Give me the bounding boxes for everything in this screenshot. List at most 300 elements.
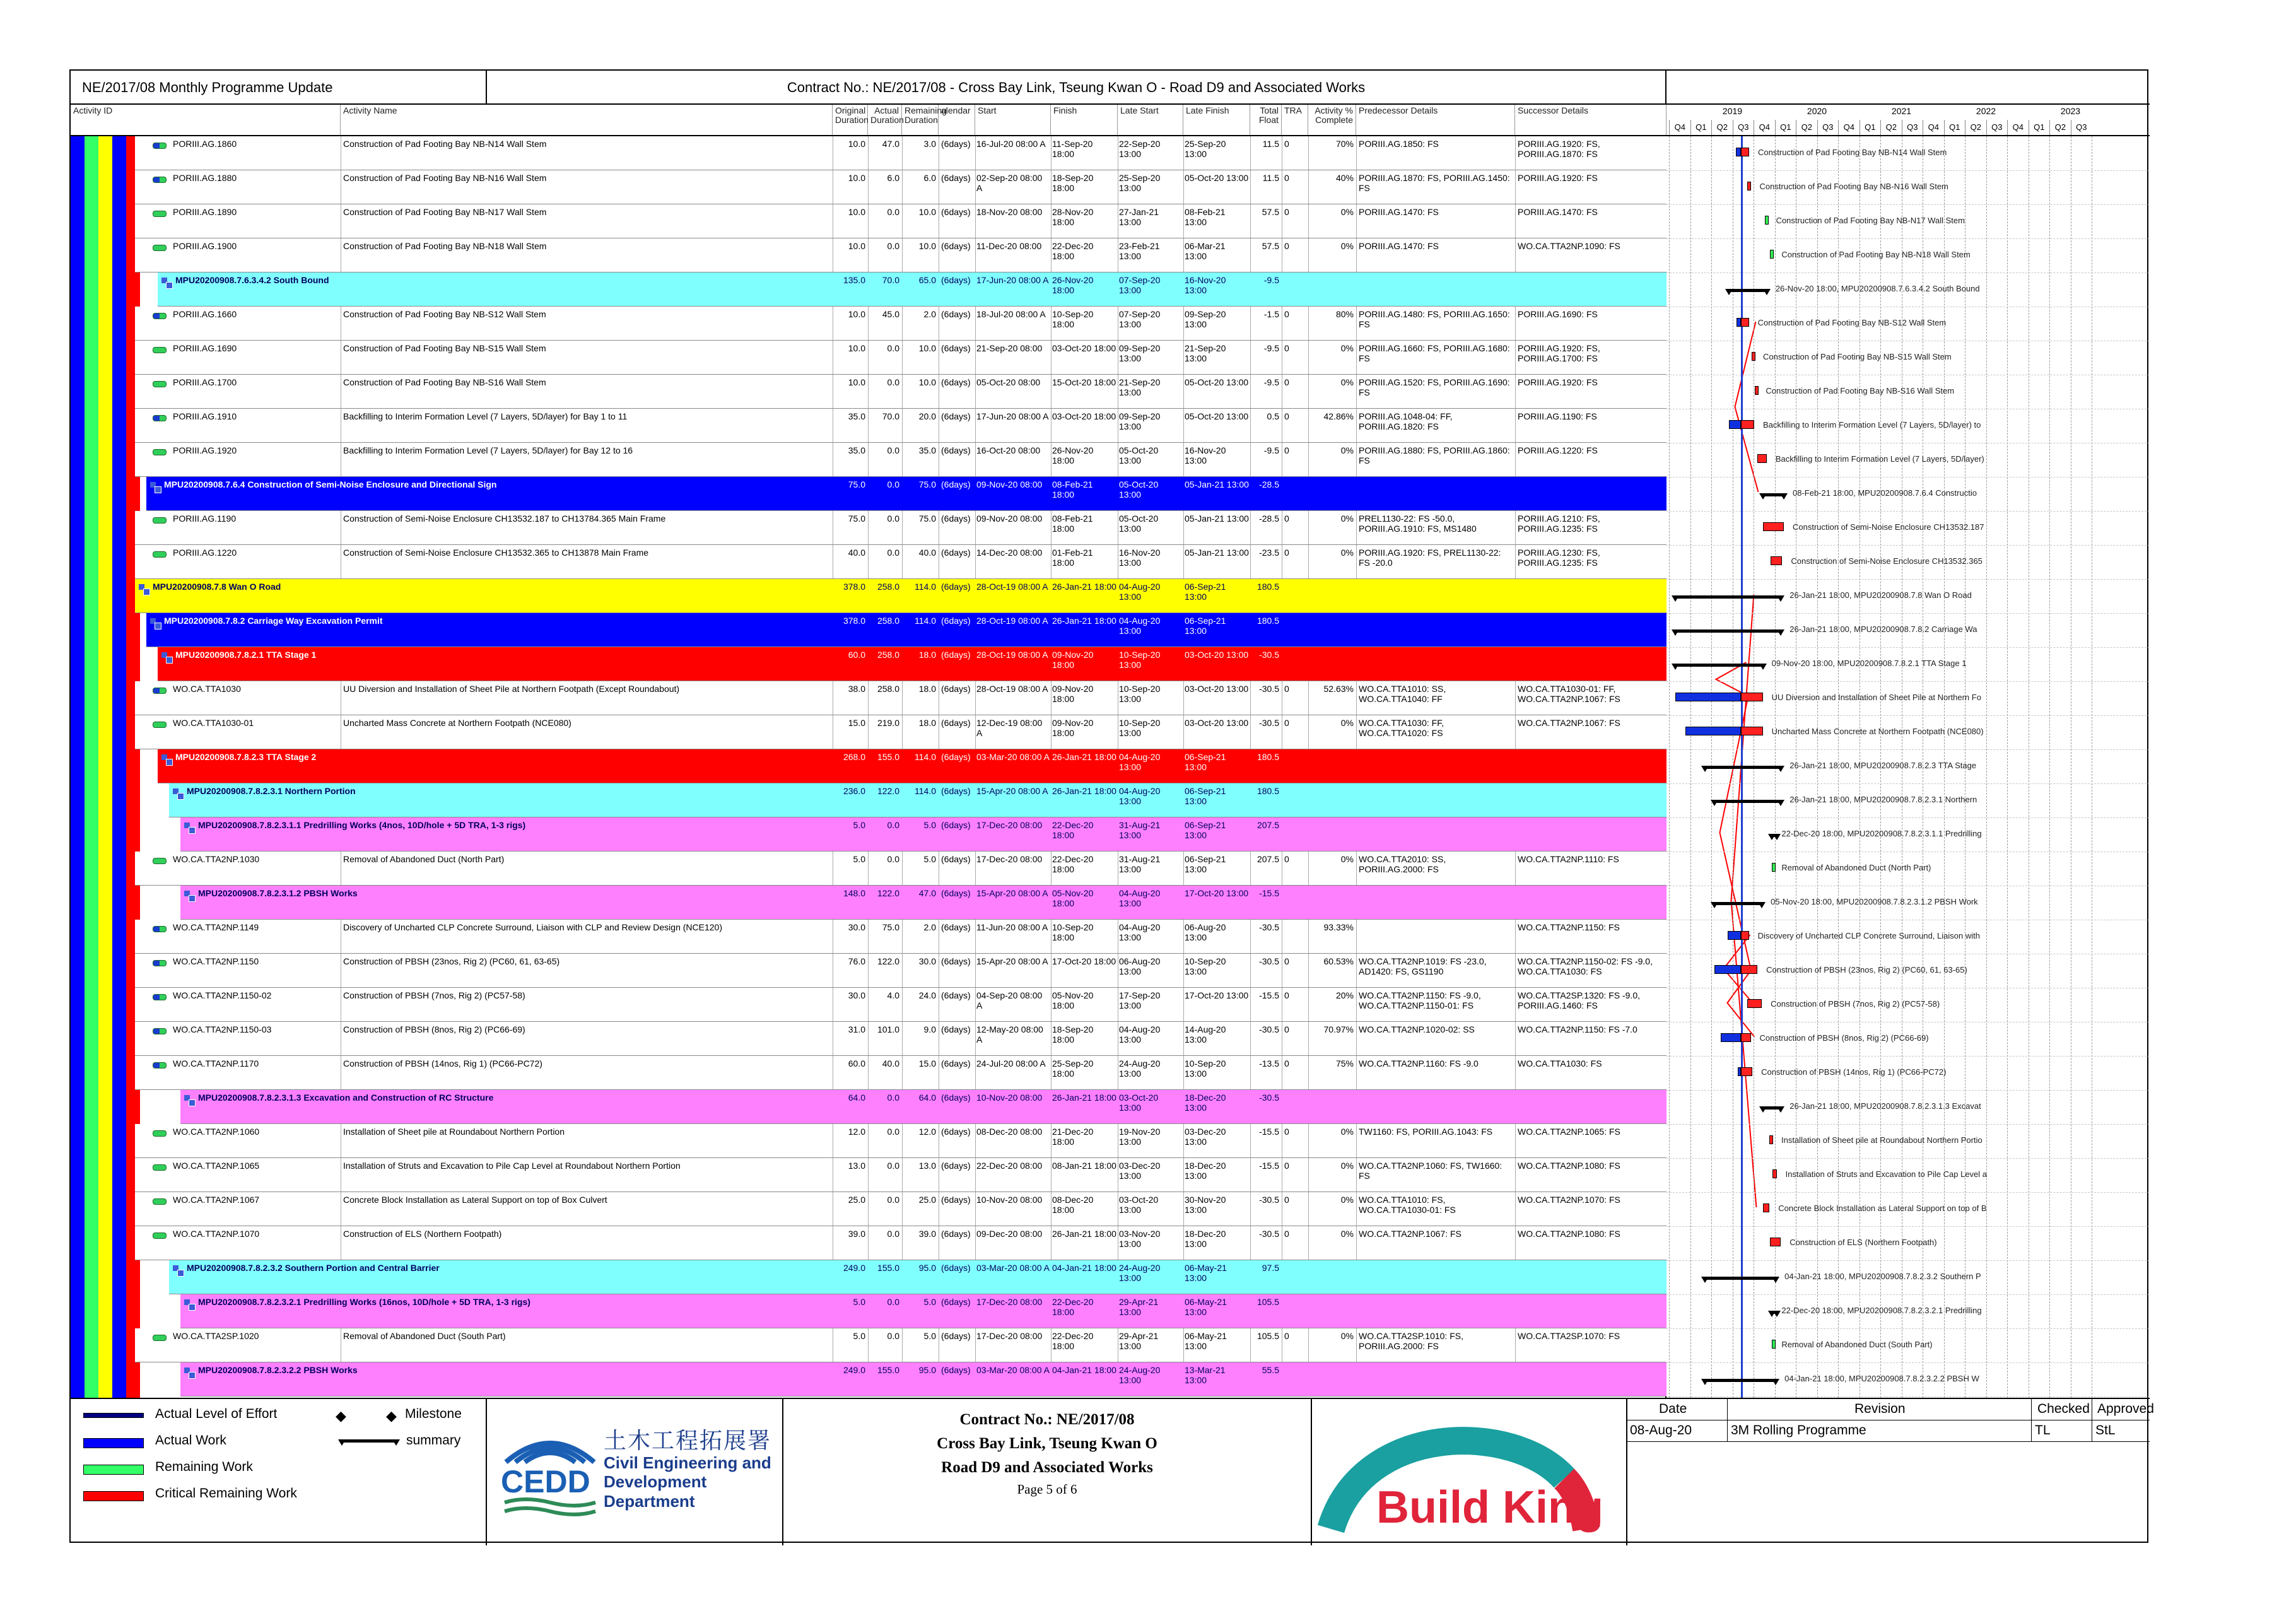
cell-finish: 09-Nov-20 18:00 xyxy=(1052,684,1094,704)
critical-remaining-bar[interactable] xyxy=(1747,999,1762,1008)
cell-lf: 05-Jan-21 13:00 xyxy=(1185,513,1249,524)
actual-work-bar[interactable] xyxy=(1675,693,1742,701)
table-row[interactable] xyxy=(135,238,1666,272)
critical-remaining-bar[interactable] xyxy=(1757,454,1767,463)
wbs-name: MPU20200908.7.8.2.3.1 Northern Portion xyxy=(187,786,356,796)
col-calendar[interactable]: alendar xyxy=(939,105,975,135)
activity-type-icon xyxy=(153,994,167,1000)
rev-header-date: Date xyxy=(1659,1402,1687,1416)
cell-ad: 45.0 xyxy=(882,309,899,319)
summary-bar[interactable] xyxy=(1763,493,1784,496)
wbs-name: MPU20200908.7.8.2 Carriage Way Excavation Permit xyxy=(164,616,383,626)
cell-activity-name: Concrete Block Installation as Lateral Support on top of Box Culvert xyxy=(343,1195,607,1205)
cell-succ: WO.CA.TTA2NP.1110: FS xyxy=(1518,854,1619,864)
table-row[interactable] xyxy=(135,341,1666,375)
activity-type-icon xyxy=(153,1198,167,1205)
cell-finish: 22-Dec-20 18:00 xyxy=(1052,820,1094,840)
cell-tf: 105.5 xyxy=(1256,1331,1279,1341)
cell-tra: 0 xyxy=(1284,854,1289,864)
milestone-diamond-icon-2: ◆ xyxy=(386,1408,397,1424)
wbs-name: MPU20200908.7.8.2.3.2.1 Predrilling Works (16nos, 10D/hole + 5D TRA, 1-3 rigs) xyxy=(198,1297,530,1307)
table-row[interactable] xyxy=(135,1056,1666,1090)
activity-type-icon xyxy=(153,415,167,421)
cell-finish: 08-Dec-20 18:00 xyxy=(1052,1195,1094,1215)
cell-tf: -15.5 xyxy=(1259,1127,1279,1137)
summary-bar[interactable] xyxy=(1729,289,1766,292)
cell-start: 05-Oct-20 08:00 xyxy=(976,377,1041,387)
cell-cal: (6days) xyxy=(941,820,971,830)
critical-remaining-bar[interactable] xyxy=(1770,1238,1781,1246)
critical-remaining-bar[interactable] xyxy=(1747,182,1751,190)
activity-type-icon xyxy=(153,1130,167,1137)
cell-pct: 20% xyxy=(1335,990,1354,1000)
cell-rd: 25.0 xyxy=(918,1195,936,1205)
cell-activity-id: PORIII.AG.1860 xyxy=(173,139,237,149)
cell-od: 5.0 xyxy=(853,820,865,830)
cell-finish: 28-Nov-20 18:00 xyxy=(1052,207,1094,227)
table-row[interactable] xyxy=(135,1226,1666,1260)
cell-start: 09-Dec-20 08:00 xyxy=(976,1229,1043,1239)
cell-activity-name: Discovery of Uncharted CLP Concrete Surround, Liaison with CLP and Review Design (NCE120) xyxy=(343,922,722,932)
critical-remaining-bar[interactable] xyxy=(1772,1169,1776,1178)
cell-tra: 0 xyxy=(1284,1161,1289,1171)
remaining-work-bar[interactable] xyxy=(1772,1340,1776,1349)
cell-lf: 17-Oct-20 13:00 xyxy=(1185,888,1249,898)
cell-ad: 6.0 xyxy=(887,173,899,183)
critical-remaining-bar[interactable] xyxy=(1741,1033,1750,1042)
cell-tra: 0 xyxy=(1284,411,1289,421)
cell-activity-id: PORIII.AG.1910 xyxy=(173,411,237,421)
gantt-bar-label: Removal of Abandoned Duct (North Part) xyxy=(1781,863,1931,872)
summary-bar[interactable] xyxy=(1705,1379,1776,1382)
cell-finish: 26-Jan-21 18:00 xyxy=(1052,786,1116,796)
cell-tf: 11.5 xyxy=(1262,139,1279,149)
cell-ad: 0.0 xyxy=(887,445,899,455)
cell-ad: 219.0 xyxy=(877,718,899,728)
summary-bar[interactable] xyxy=(1763,1106,1781,1110)
wbs-summary-row[interactable] xyxy=(180,1090,1666,1124)
cell-rd: 114.0 xyxy=(915,752,936,762)
quarter-label: Q3 xyxy=(1817,120,1839,135)
cell-rd: 10.0 xyxy=(918,241,936,251)
build-king-text: Build King xyxy=(1376,1482,1603,1533)
cell-activity-name: Backfilling to Interim Formation Level (7 Layers, 5D/layer) for Bay 12 to 16 xyxy=(343,445,633,455)
col-predecessor[interactable]: Predecessor Details xyxy=(1356,105,1515,135)
cell-ad: 0.0 xyxy=(887,207,899,217)
gantt-bar-label: Construction of Pad Footing Bay NB-S12 Wall Stem xyxy=(1757,318,1947,327)
summary-bar[interactable] xyxy=(1705,766,1781,769)
actual-work-bar[interactable] xyxy=(1729,420,1741,429)
wbs-summary-row[interactable] xyxy=(135,579,1666,613)
cell-activity-name: Uncharted Mass Concrete at Northern Footpath (NCE080) xyxy=(343,718,571,728)
cell-pred xyxy=(1359,922,1514,952)
cell-tra: 0 xyxy=(1284,1058,1289,1069)
cell-lf: 06-May-21 13:00 xyxy=(1185,1331,1227,1351)
table-row[interactable] xyxy=(135,852,1666,886)
table-row[interactable] xyxy=(135,715,1666,749)
wbs-node-icon xyxy=(150,618,160,628)
cell-tf: -28.5 xyxy=(1259,479,1279,489)
legend-milestone: Milestone xyxy=(405,1407,462,1421)
cell-start: 28-Oct-19 08:00 A xyxy=(976,684,1048,694)
cell-ls: 04-Aug-20 13:00 xyxy=(1119,888,1161,908)
cell-rd: 9.0 xyxy=(923,1024,936,1034)
cell-start: 17-Jun-20 08:00 A xyxy=(976,275,1049,285)
col-activity-name[interactable]: Activity Name xyxy=(341,105,833,135)
quarter-label: Q4 xyxy=(2007,120,2029,135)
cell-cal: (6days) xyxy=(941,684,971,694)
table-row[interactable] xyxy=(135,954,1666,988)
table-row[interactable] xyxy=(135,988,1666,1022)
actual-work-bar[interactable] xyxy=(1728,931,1741,940)
cell-activity-id: WO.CA.TTA2NP.1070 xyxy=(173,1229,260,1239)
cell-pct: 0% xyxy=(1340,1195,1354,1205)
col-tra[interactable]: TRA xyxy=(1282,105,1308,135)
cell-lf: 06-Sep-21 13:00 xyxy=(1185,616,1226,636)
wbs-summary-row[interactable] xyxy=(180,886,1666,920)
cell-start: 14-Dec-20 08:00 xyxy=(976,547,1043,558)
cell-ad: 258.0 xyxy=(877,616,899,626)
cell-tra: 0 xyxy=(1284,1331,1289,1341)
table-row[interactable] xyxy=(135,1158,1666,1192)
activity-table xyxy=(71,105,1666,1398)
table-row[interactable] xyxy=(135,409,1666,443)
critical-remaining-bar[interactable] xyxy=(1763,522,1784,531)
wbs-summary-row[interactable] xyxy=(180,1362,1666,1396)
cell-finish: 01-Feb-21 18:00 xyxy=(1052,547,1093,568)
cell-start: 10-Nov-20 08:00 xyxy=(976,1195,1043,1205)
summary-bar[interactable] xyxy=(1675,664,1763,667)
cell-succ: WO.CA.TTA2NP.1065: FS xyxy=(1518,1127,1620,1137)
cell-finish: 10-Sep-20 18:00 xyxy=(1052,309,1094,329)
wbs-summary-row[interactable] xyxy=(180,1294,1666,1328)
summary-bar-icon xyxy=(342,1439,396,1443)
cell-tra: 0 xyxy=(1284,139,1289,149)
critical-remaining-bar[interactable] xyxy=(1741,1067,1752,1076)
gantt-bar-label: Discovery of Uncharted CLP Concrete Surround, Liaison with xyxy=(1757,931,1980,940)
critical-remaining-bar[interactable] xyxy=(1741,420,1754,429)
cell-ls: 17-Sep-20 13:00 xyxy=(1119,990,1161,1010)
cell-rd: 5.0 xyxy=(923,1331,936,1341)
wbs-name: MPU20200908.7.8.2.3.1.2 PBSH Works xyxy=(198,888,358,898)
wbs-node-icon xyxy=(150,482,160,492)
cell-finish: 22-Dec-20 18:00 xyxy=(1052,1297,1094,1317)
gantt-bar-label: 26-Nov-20 18:00, MPU20200908.7.6.3.4.2 South Bound xyxy=(1775,284,1980,293)
cell-succ: WO.CA.TTA2NP.1150-02: FS -9.0, WO.CA.TTA1030: FS xyxy=(1518,956,1653,976)
actual-work-bar[interactable] xyxy=(1737,318,1742,327)
summary-bar[interactable] xyxy=(1675,629,1781,633)
cell-od: 10.0 xyxy=(848,241,865,251)
cell-lf: 17-Oct-20 13:00 xyxy=(1185,990,1249,1000)
col-activity-id[interactable]: Activity ID xyxy=(71,105,341,135)
cell-pred: WO.CA.TTA2NP.1020-02: SS xyxy=(1359,1024,1475,1034)
quarter-label: Q2 xyxy=(1711,120,1733,135)
cell-finish: 04-Jan-21 18:00 xyxy=(1052,1365,1116,1375)
table-header xyxy=(71,105,1666,136)
cell-od: 75.0 xyxy=(848,513,865,524)
wbs-summary-row[interactable] xyxy=(158,749,1666,783)
summary-bar[interactable] xyxy=(1705,1277,1776,1280)
actual-work-bar[interactable] xyxy=(1714,965,1741,974)
cell-finish: 26-Jan-21 18:00 xyxy=(1052,1092,1116,1103)
cell-cal: (6days) xyxy=(941,752,971,762)
cell-pct: 0% xyxy=(1340,854,1354,864)
cell-start: 03-Mar-20 08:00 A xyxy=(976,752,1050,762)
cell-od: 5.0 xyxy=(853,1331,865,1341)
cell-lf: 06-Sep-21 13:00 xyxy=(1185,582,1226,602)
programme-sheet xyxy=(69,69,2154,1543)
cell-finish: 08-Feb-21 18:00 xyxy=(1052,513,1093,534)
col-successor[interactable]: Successor Details xyxy=(1515,105,1666,135)
cell-tf: 180.5 xyxy=(1256,752,1279,762)
summary-bar[interactable] xyxy=(1714,902,1762,905)
cell-activity-id: WO.CA.TTA2NP.1150-02 xyxy=(173,990,272,1000)
cell-tra: 0 xyxy=(1284,1195,1289,1205)
table-row[interactable] xyxy=(135,170,1666,204)
cell-start: 22-Dec-20 08:00 xyxy=(976,1161,1043,1171)
cell-rd: 95.0 xyxy=(918,1263,936,1273)
cell-start: 09-Nov-20 08:00 xyxy=(976,513,1043,524)
cell-start: 17-Dec-20 08:00 xyxy=(976,820,1043,830)
table-row[interactable] xyxy=(135,1124,1666,1158)
col-late-start[interactable]: Late Start xyxy=(1118,105,1183,135)
cell-lf: 06-Sep-21 13:00 xyxy=(1185,752,1226,772)
critical-remaining-bar[interactable] xyxy=(1741,727,1762,735)
cell-finish: 26-Jan-21 18:00 xyxy=(1052,752,1116,762)
contract-box xyxy=(783,1399,1312,1545)
wbs-summary-row[interactable] xyxy=(169,1260,1666,1294)
summary-bar[interactable] xyxy=(1772,1311,1777,1314)
contract-line-2: Cross Bay Link, Tseung Kwan O xyxy=(937,1435,1157,1452)
year-label: 2023 xyxy=(2060,106,2081,116)
cedd-logo-text: CEDD xyxy=(501,1464,590,1499)
col-original-duration[interactable]: Original Duration xyxy=(833,105,868,135)
cell-tf: 11.5 xyxy=(1262,173,1279,183)
cell-tf: -30.5 xyxy=(1259,1092,1279,1103)
cell-activity-name: Removal of Abandoned Duct (South Part) xyxy=(343,1331,506,1341)
col-remaining-duration[interactable]: Remaining Duration xyxy=(902,105,939,135)
cell-rd: 2.0 xyxy=(923,309,936,319)
col-late-finish[interactable]: Late Finish xyxy=(1183,105,1250,135)
cell-succ: WO.CA.TTA2NP.1090: FS xyxy=(1518,241,1620,251)
critical-remaining-bar[interactable] xyxy=(1741,965,1757,974)
cell-start: 16-Oct-20 08:00 xyxy=(976,445,1041,455)
cell-lf: 30-Nov-20 13:00 xyxy=(1185,1195,1226,1215)
actual-work-bar[interactable] xyxy=(1736,148,1741,156)
critical-remaining-bar[interactable] xyxy=(1741,693,1762,701)
col-start[interactable]: Start xyxy=(975,105,1051,135)
critical-remaining-bar[interactable] xyxy=(1755,386,1759,395)
cell-od: 5.0 xyxy=(853,1297,865,1307)
cell-ad: 4.0 xyxy=(887,990,899,1000)
cell-pct: 0% xyxy=(1340,343,1354,353)
critical-remaining-bar[interactable] xyxy=(1752,352,1755,361)
gantt-bar-label: UU Diversion and Installation of Sheet Pile at Northern Fo xyxy=(1771,693,1981,702)
cell-rd: 95.0 xyxy=(918,1365,936,1375)
cell-tf: -30.5 xyxy=(1259,684,1279,694)
cell-pct: 0% xyxy=(1340,1229,1354,1239)
activity-type-icon xyxy=(153,1335,167,1341)
gantt-bar-label: Removal of Abandoned Duct (South Part) xyxy=(1781,1340,1933,1349)
cell-od: 64.0 xyxy=(848,1092,865,1103)
cell-pct: 75% xyxy=(1335,1058,1354,1069)
cell-activity-id: WO.CA.TTA2NP.1065 xyxy=(173,1161,260,1171)
cell-activity-name: Construction of Pad Footing Bay NB-S12 Wall Stem xyxy=(343,309,546,319)
cell-pred: PORIII.AG.1870: FS, PORIII.AG.1450: FS xyxy=(1359,173,1510,193)
critical-remaining-bar[interactable] xyxy=(1763,1203,1769,1212)
critical-remaining-bar[interactable] xyxy=(1771,556,1782,565)
cell-lf: 03-Oct-20 13:00 xyxy=(1185,718,1249,728)
col-finish[interactable]: Finish xyxy=(1051,105,1118,135)
cell-lf: 08-Feb-21 13:00 xyxy=(1185,207,1226,227)
cell-tf: 55.5 xyxy=(1262,1365,1279,1375)
quarter-label: Q4 xyxy=(1838,120,1860,135)
wbs-node-icon xyxy=(184,1095,194,1105)
summary-bar[interactable] xyxy=(1772,834,1777,837)
wbs-strip-4 xyxy=(112,136,126,1398)
wbs-node-icon xyxy=(184,1367,194,1378)
cell-od: 15.0 xyxy=(848,718,865,728)
wbs-node-icon xyxy=(139,584,149,594)
cell-start: 11-Dec-20 08:00 xyxy=(976,241,1042,251)
cell-pct: 52.63% xyxy=(1323,684,1354,694)
wbs-summary-row[interactable] xyxy=(158,647,1666,681)
remaining-work-bar[interactable] xyxy=(1770,250,1774,259)
activity-type-icon xyxy=(153,722,167,728)
table-row[interactable] xyxy=(135,511,1666,545)
cell-pct: 0% xyxy=(1340,1331,1354,1341)
cell-tf: -9.5 xyxy=(1263,377,1279,387)
cell-activity-name: Construction of Semi-Noise Enclosure CH13532.365 to CH13878 Main Frame xyxy=(343,547,649,558)
cell-rd: 30.0 xyxy=(918,956,936,966)
cell-rd: 75.0 xyxy=(918,479,936,489)
summary-bar[interactable] xyxy=(1675,595,1781,599)
cell-rd: 6.0 xyxy=(923,173,936,183)
cell-activity-name: Construction of Pad Footing Bay NB-N17 Wall Stem xyxy=(343,207,547,217)
gantt-bar-label: Construction of PBSH (23nos, Rig 2) (PC60, 61, 63-65) xyxy=(1766,965,1967,975)
table-row[interactable] xyxy=(135,307,1666,341)
cell-start: 28-Oct-19 08:00 A xyxy=(976,616,1048,626)
table-row[interactable] xyxy=(135,681,1666,715)
cell-start: 03-Mar-20 08:00 A xyxy=(976,1263,1050,1273)
cell-finish: 08-Feb-21 18:00 xyxy=(1052,479,1093,500)
col-activity-percent[interactable]: Activity % Complete xyxy=(1308,105,1356,135)
cell-cal: (6days) xyxy=(941,377,971,387)
gantt-bar-label: Construction of PBSH (8nos, Rig 2) (PC66-69) xyxy=(1759,1033,1929,1043)
wbs-summary-row[interactable] xyxy=(158,272,1666,307)
wbs-node-icon xyxy=(161,278,172,288)
table-row[interactable] xyxy=(135,1192,1666,1226)
cell-cal: (6days) xyxy=(941,718,971,728)
cell-ad: 0.0 xyxy=(887,1297,899,1307)
cell-succ: PORIII.AG.1920: FS xyxy=(1518,377,1598,387)
remaining-work-bar[interactable] xyxy=(1765,216,1769,225)
critical-remaining-bar[interactable] xyxy=(1741,148,1748,156)
cell-rd: 18.0 xyxy=(918,650,936,660)
cell-succ: WO.CA.TTA2NP.1067: FS xyxy=(1518,718,1620,728)
table-row[interactable] xyxy=(135,375,1666,409)
wbs-summary-row[interactable] xyxy=(169,783,1666,817)
rev-header-approved: Approved xyxy=(2097,1402,2154,1416)
cell-tra: 0 xyxy=(1284,343,1289,353)
remaining-work-bar[interactable] xyxy=(1772,863,1776,872)
cell-succ: WO.CA.TTA1030-01: FF, WO.CA.TTA2NP.1067: FS xyxy=(1518,684,1620,704)
cell-ls: 19-Nov-20 13:00 xyxy=(1119,1127,1161,1147)
actual-work-bar[interactable] xyxy=(1721,1033,1741,1042)
cell-od: 10.0 xyxy=(848,173,865,183)
cell-od: 10.0 xyxy=(848,309,865,319)
wbs-name: MPU20200908.7.8.2.3 TTA Stage 2 xyxy=(175,752,317,762)
cell-tf: -30.5 xyxy=(1259,1024,1279,1034)
cell-ls: 31-Aug-21 13:00 xyxy=(1119,854,1161,874)
cell-cal: (6days) xyxy=(941,616,971,626)
wbs-summary-row[interactable] xyxy=(146,477,1666,511)
cell-finish: 03-Oct-20 18:00 xyxy=(1052,411,1116,421)
gantt-bar-label: 09-Nov-20 18:00, MPU20200908.7.8.2.1 TTA Stage 1 xyxy=(1771,659,1967,668)
activity-type-icon xyxy=(153,1062,167,1069)
cell-od: 38.0 xyxy=(848,684,865,694)
cell-rd: 20.0 xyxy=(918,411,936,421)
gantt-bar-label: 04-Jan-21 18:00, MPU20200908.7.8.2.3.2 Southern P xyxy=(1784,1272,1981,1281)
cell-start: 10-Nov-20 08:00 xyxy=(976,1092,1043,1103)
legend-swatch-critical xyxy=(83,1491,144,1501)
cell-activity-id: WO.CA.TTA2NP.1150 xyxy=(173,956,259,966)
cell-ls: 24-Aug-20 13:00 xyxy=(1119,1263,1161,1283)
actual-work-bar[interactable] xyxy=(1685,727,1741,735)
cell-rd: 75.0 xyxy=(918,513,936,524)
cell-start: 09-Nov-20 08:00 xyxy=(976,479,1043,489)
cell-lf: 03-Dec-20 13:00 xyxy=(1185,1127,1226,1147)
cell-rd: 114.0 xyxy=(915,616,936,626)
critical-remaining-bar[interactable] xyxy=(1741,931,1748,940)
table-row[interactable] xyxy=(135,1328,1666,1362)
table-row[interactable] xyxy=(135,204,1666,238)
table-row[interactable] xyxy=(135,136,1666,170)
cell-activity-id: WO.CA.TTA2NP.1030 xyxy=(173,854,260,864)
cell-activity-name: Construction of Pad Footing Bay NB-N18 Wall Stem xyxy=(343,241,547,251)
cell-ad: 0.0 xyxy=(887,513,899,524)
table-row[interactable] xyxy=(135,1022,1666,1056)
cell-od: 40.0 xyxy=(848,547,865,558)
gantt-bar-label: Construction of Pad Footing Bay NB-N14 Wall Stem xyxy=(1757,148,1947,157)
cell-ls: 24-Aug-20 13:00 xyxy=(1119,1365,1161,1385)
cell-tra xyxy=(1284,922,1307,952)
cell-ad: 0.0 xyxy=(887,820,899,830)
col-total-float[interactable]: Total Float xyxy=(1250,105,1282,135)
cell-tf: 207.5 xyxy=(1256,854,1279,864)
cell-ls: 25-Sep-20 13:00 xyxy=(1119,173,1161,193)
cell-tf: -9.5 xyxy=(1263,445,1279,455)
table-row[interactable] xyxy=(135,545,1666,579)
cell-pct: 0% xyxy=(1340,241,1354,251)
wbs-strip-1 xyxy=(71,136,85,1398)
wbs-summary-row[interactable] xyxy=(180,817,1666,852)
table-row[interactable] xyxy=(135,443,1666,477)
summary-bar[interactable] xyxy=(1714,800,1781,803)
cell-ad: 258.0 xyxy=(877,684,899,694)
critical-remaining-bar[interactable] xyxy=(1769,1135,1773,1144)
wbs-summary-row[interactable] xyxy=(146,613,1666,647)
cell-od: 10.0 xyxy=(848,139,865,149)
col-actual-duration[interactable]: Actual Duration xyxy=(868,105,902,135)
cell-finish: 15-Oct-20 18:00 xyxy=(1052,377,1116,387)
cell-finish: 26-Nov-20 18:00 xyxy=(1052,445,1094,465)
cell-ad: 0.0 xyxy=(887,854,899,864)
table-row[interactable] xyxy=(135,920,1666,954)
cell-tra: 0 xyxy=(1284,1229,1289,1239)
cell-ls: 21-Sep-20 13:00 xyxy=(1119,377,1161,397)
critical-remaining-bar[interactable] xyxy=(1741,318,1748,327)
